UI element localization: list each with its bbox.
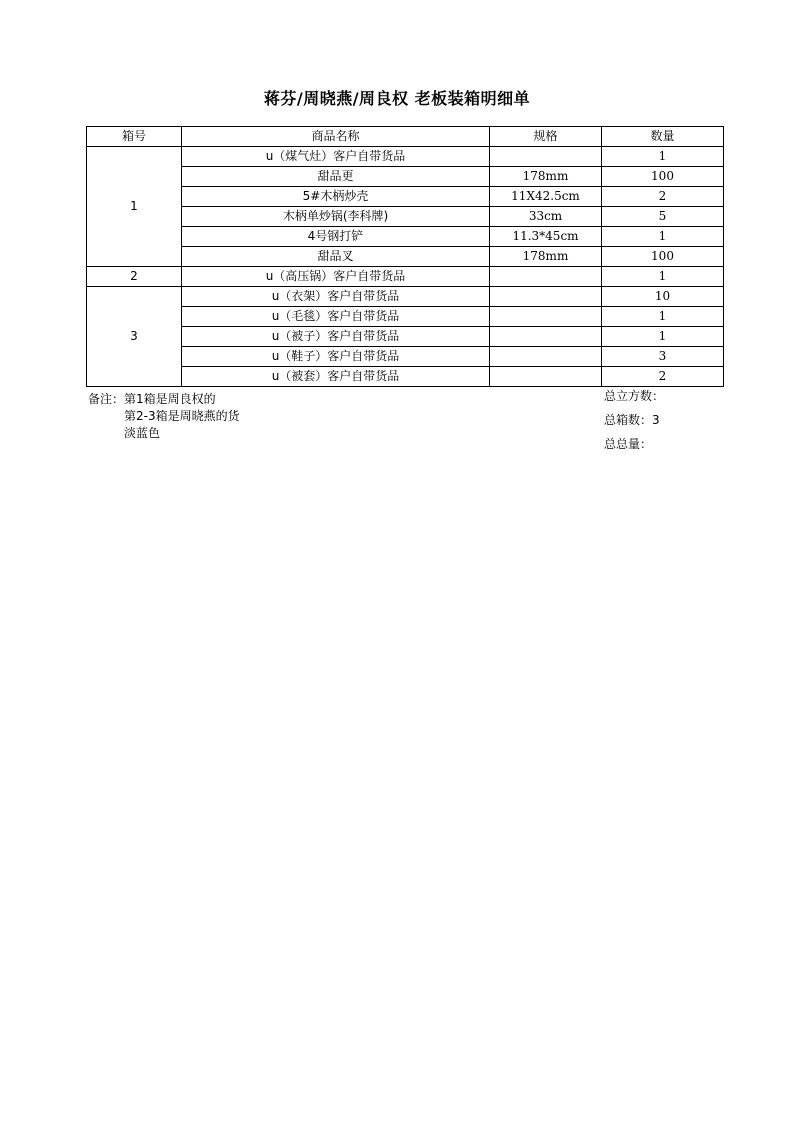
product-name: 木柄单炒锅(李科牌): [182, 207, 490, 227]
product-quantity: 100: [602, 247, 724, 267]
product-name: u（毛毯）客户自带货品: [182, 307, 490, 327]
product-name: 4号钢打铲: [182, 227, 490, 247]
packing-list-table: [86, 126, 724, 387]
product-quantity: 1: [602, 307, 724, 327]
header-spec: 规格: [490, 127, 602, 147]
product-spec: [490, 347, 602, 367]
product-spec: [490, 307, 602, 327]
table-row: [87, 347, 724, 367]
box-number: 3: [87, 287, 182, 387]
product-spec: [490, 327, 602, 347]
product-quantity: 5: [602, 207, 724, 227]
product-quantity: 2: [602, 187, 724, 207]
totals-block: [604, 389, 664, 461]
product-quantity: 1: [602, 227, 724, 247]
table-row: [87, 207, 724, 227]
product-spec: 33cm: [490, 207, 602, 227]
product-name: u（煤气灶）客户自带货品: [182, 147, 490, 167]
table-row: [87, 267, 724, 287]
product-spec: [490, 287, 602, 307]
total-boxes-line: [604, 413, 664, 437]
product-name: u（被套）客户自带货品: [182, 367, 490, 387]
box-number: 1: [87, 147, 182, 267]
product-name: 甜品更: [182, 167, 490, 187]
product-spec: [490, 147, 602, 167]
table-row: [87, 367, 724, 387]
product-quantity: 100: [602, 167, 724, 187]
remarks-line: 淡蓝色: [124, 426, 161, 440]
total-boxes-value: 3: [652, 413, 660, 427]
table-row: [87, 287, 724, 307]
remarks-line: 第2-3箱是周晓燕的货: [124, 409, 240, 423]
product-name: 5#木柄炒壳: [182, 187, 490, 207]
table-row: [87, 227, 724, 247]
total-volume-label: 总立方数：: [604, 389, 665, 403]
product-spec: 178mm: [490, 167, 602, 187]
product-quantity: 1: [602, 327, 724, 347]
remarks-line: [88, 391, 240, 408]
header-product-name: 商品名称: [182, 127, 490, 147]
table-row: [87, 187, 724, 207]
product-quantity: 1: [602, 267, 724, 287]
table-row: [87, 247, 724, 267]
product-quantity: 3: [602, 347, 724, 367]
header-box-no: 箱号: [87, 127, 182, 147]
document-title: 蒋芬/周晓燕/周良权 老板装箱明细单: [263, 89, 531, 108]
product-quantity: 2: [602, 367, 724, 387]
table-row: [87, 147, 724, 167]
table-header-row: [87, 127, 724, 147]
product-spec: [490, 267, 602, 287]
remarks-block: [88, 391, 240, 442]
product-quantity: 10: [602, 287, 724, 307]
table-row: [87, 327, 724, 347]
product-name: u（被子）客户自带货品: [182, 327, 490, 347]
table-row: [87, 167, 724, 187]
remarks-text: 第1箱是周良权的: [124, 392, 216, 406]
product-spec: 11.3*45cm: [490, 227, 602, 247]
box-number: 2: [87, 267, 182, 287]
product-quantity: 1: [602, 147, 724, 167]
remarks-label: 备注：: [88, 392, 125, 406]
table-row: [87, 307, 724, 327]
product-spec: 178mm: [490, 247, 602, 267]
product-name: u（衣架）客户自带货品: [182, 287, 490, 307]
total-boxes-label: 总箱数：: [604, 413, 653, 427]
product-name: u（鞋子）客户自带货品: [182, 347, 490, 367]
product-spec: 11X42.5cm: [490, 187, 602, 207]
product-name: u（高压锅）客户自带货品: [182, 267, 490, 287]
product-name: 甜品叉: [182, 247, 490, 267]
header-quantity: 数量: [602, 127, 724, 147]
product-spec: [490, 367, 602, 387]
total-weight-label: 总总量：: [604, 437, 653, 451]
